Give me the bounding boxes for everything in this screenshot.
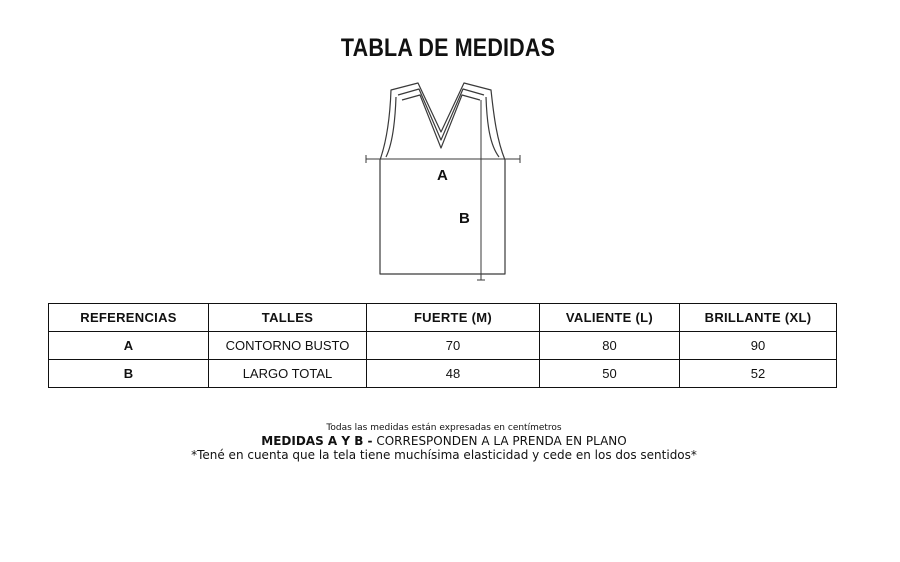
cell-l: 50 <box>540 360 680 388</box>
cell-m: 48 <box>367 360 540 388</box>
cell-m: 70 <box>367 332 540 360</box>
size-table-header-row <box>49 304 837 332</box>
size-table <box>48 303 837 388</box>
measure-a-label: A <box>437 167 448 184</box>
cell-xl: 52 <box>680 360 837 388</box>
header-talles: TALLES <box>209 304 367 332</box>
measures-note <box>0 434 888 448</box>
header-fuerte: FUERTE (M) <box>367 304 540 332</box>
measure-b-label: B <box>459 210 470 227</box>
cell-ref: B <box>49 360 209 388</box>
header-valiente: VALIENTE (L) <box>540 304 680 332</box>
units-note: Todas las medidas están expresadas en centímetros <box>326 423 562 433</box>
page-title: TABLA DE MEDIDAS <box>340 34 556 62</box>
cell-talle: LARGO TOTAL <box>209 360 367 388</box>
cell-ref: A <box>49 332 209 360</box>
table-row <box>49 360 837 388</box>
cell-talle: CONTORNO BUSTO <box>209 332 367 360</box>
elasticity-note: *Tené en cuenta que la tela tiene muchísima elasticidad y cede en los dos sentidos* <box>191 448 697 462</box>
header-referencias: REFERENCIAS <box>49 304 209 332</box>
header-brillante: BRILLANTE (XL) <box>680 304 837 332</box>
cell-l: 80 <box>540 332 680 360</box>
cell-xl: 90 <box>680 332 837 360</box>
notes-block <box>0 422 888 462</box>
table-row <box>49 332 837 360</box>
measures-note-bold: MEDIDAS A Y B - <box>261 434 373 448</box>
measures-note-rest: CORRESPONDEN A LA PRENDA EN PLANO <box>372 434 627 448</box>
